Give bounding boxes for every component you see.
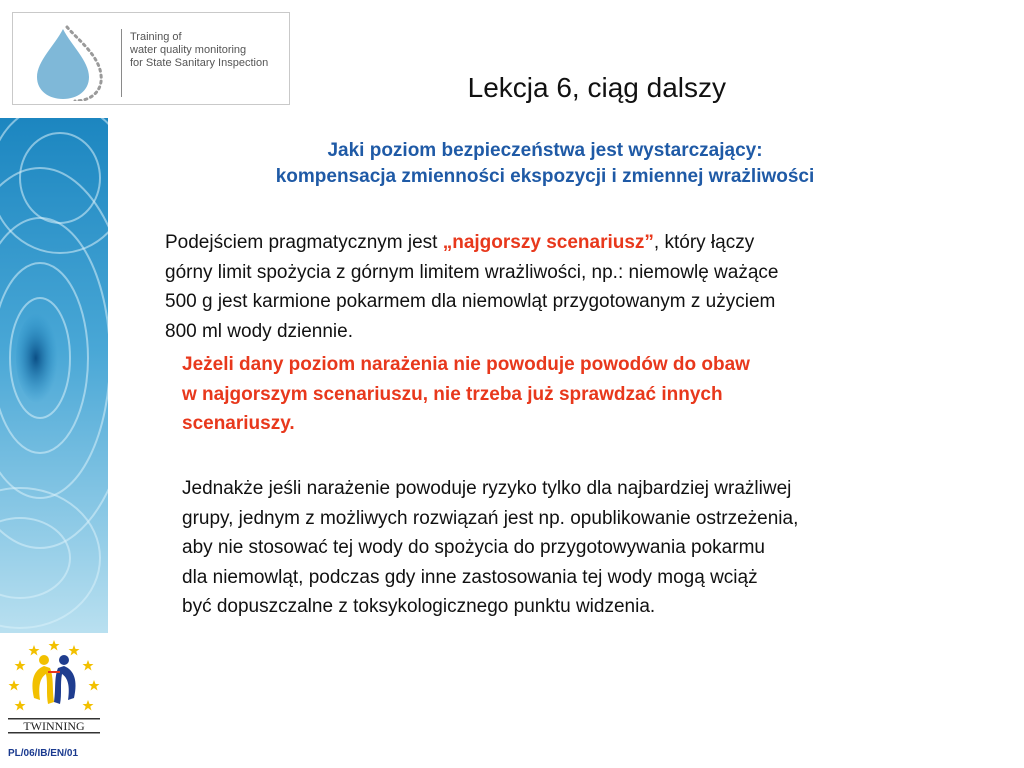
water-stripe-image [0,118,108,633]
paragraph-line: górny limit spożycia z górnym limitem wrażliwości, np.: niemowlę ważące [165,261,779,283]
twinning-label: TWINNING [23,719,85,733]
paragraph-worst-case [165,228,1005,346]
paragraph-warning [182,474,1018,622]
paragraph-line: Jeżeli dany poziom narażenia nie powoduje powodów do obaw [182,354,750,375]
footer-code: PL/06/IB/EN/01 [8,748,79,759]
paragraph-line: w najgorszym scenariuszu, nie trzeba już sprawdzać innych [182,383,723,405]
highlight-worst-case: „najgorszy scenariusz” [442,232,654,253]
logo-text-line: water quality monitoring [130,44,247,56]
paragraph-line: aby nie stosować tej wody do spożycia do przygotowywania pokarmu [182,537,765,558]
paragraph-line: grupy, jednym z możliwych rozwiązań jest np. opublikowanie ostrzeżenia, [182,507,799,529]
paragraph-line: być dopuszczalne z toksykologicznego punktu widzenia. [182,596,656,617]
paragraph-line: 500 g jest karmione pokarmem dla niemowląt przygotowanym z użyciem [165,291,776,312]
paragraph-line: 800 ml wody dziennie. [165,320,353,342]
paragraph-conclusion [182,350,982,439]
text-run: Podejściem pragmatycznym jest [165,232,443,253]
twinning-logo [4,638,104,736]
paragraph-line [165,228,1005,258]
subtitle-line: kompensacja zmienności ekspozycji i zmiennej wrażliwości [275,166,815,187]
logo-text [130,31,268,70]
logo-text-line: for State Sanitary Inspection [130,57,269,69]
text-run: , który łączy [653,232,755,253]
subtitle-line: Jaki poziom bezpieczeństwa jest wystarczający: [327,140,763,161]
twinning-stars-figures-icon [4,638,104,736]
paragraph-line: dla niemowląt, podczas gdy inne zastosowania tej wody mogą wciąż [182,566,758,588]
paragraph-line: scenariuszy. [182,413,295,434]
slide-title: Lekcja 6, ciąg dalszy [467,72,726,103]
paragraph-line: Jednakże jeśli narażenie powoduje ryzyko tylko dla najbardziej wrażliwej [182,478,792,499]
slide-subtitle [150,138,940,190]
logo-text-line: Training of [130,31,182,43]
